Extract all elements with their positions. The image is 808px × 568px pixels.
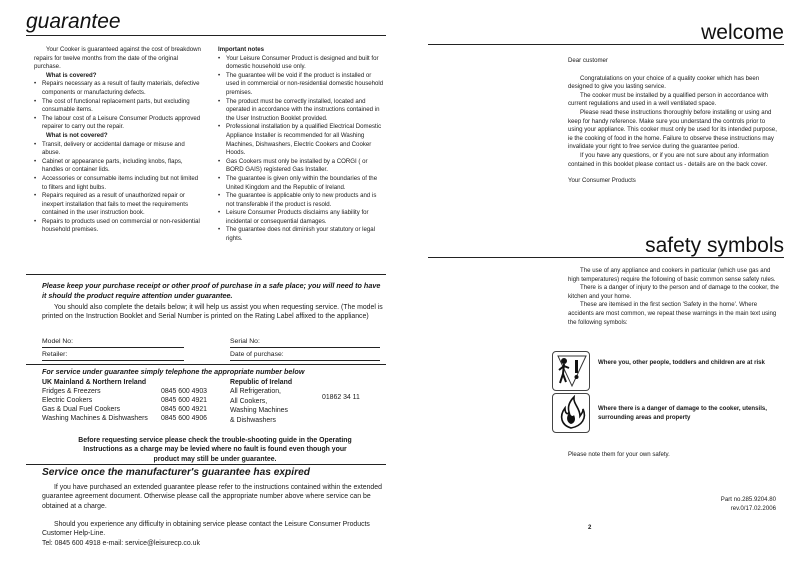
- date-of-purchase-label: Date of purchase:: [230, 351, 284, 358]
- list-item: • Transit, delivery or accidental damage or misuse and abuse.: [34, 141, 204, 158]
- property-damage-icon: [552, 393, 590, 433]
- section-divider: [26, 364, 386, 365]
- symbol-1-description: Where you, other people, toddlers and children are at risk: [598, 359, 765, 366]
- roi-number[interactable]: 01862 34 11: [322, 394, 360, 401]
- roi-service-block: [230, 378, 310, 425]
- symbol-2-description: Where there is a danger of damage to the cooker, utensils, surrounding areas and property: [598, 405, 767, 421]
- list-item: • Accessories or consumable items including but not limited to filters and light bulbs.: [34, 175, 204, 192]
- list-item: • The guarantee is applicable only to new products and is not transferable if the product is resold.: [218, 192, 386, 209]
- expired-text: If you have purchased an extended guarantee please refer to the instructions contained within the extended guarantee agreement document. Otherwise please call the appropriate number above where service can be obtained at a charge.: [42, 484, 382, 510]
- uk-row-label: Washing Machines & Dishwashers: [42, 415, 148, 423]
- signoff: Your Consumer Products: [568, 177, 636, 185]
- uk-service-table: [42, 378, 207, 423]
- section-divider: [26, 464, 386, 465]
- serial-no-label: Serial No:: [230, 338, 260, 345]
- page-number: 2: [588, 524, 592, 531]
- guarantee-column-1: [34, 46, 204, 235]
- keep-receipt-notice: Please keep your purchase receipt or other proof of purchase in a safe place; you will need to have it should the product require attention under guarantee.: [42, 281, 381, 300]
- uk-heading: UK Mainland & Northern Ireland: [42, 379, 147, 386]
- person-risk-icon: [552, 351, 590, 391]
- list-item: • The cost of functional replacement parts, but excluding consumable items.: [34, 98, 204, 115]
- difficulty-block: [42, 520, 386, 548]
- model-no-field[interactable]: [42, 337, 184, 348]
- uk-row-number[interactable]: 0845 600 4906: [161, 415, 207, 423]
- uk-row-number[interactable]: 0845 600 4921: [161, 406, 207, 414]
- safety-symbols-title: safety symbols: [645, 234, 784, 257]
- expired-text-block: [42, 483, 386, 511]
- covered-list: [34, 80, 204, 132]
- contact-line[interactable]: Tel: 0845 600 4918 e-mail: service@leisurecp.co.uk: [42, 539, 200, 547]
- uk-row-label: Fridges & Freezers: [42, 388, 101, 396]
- welcome-section: [568, 57, 780, 186]
- safety-paragraph: These are itemised in the first section 'Safety in the home'. Where accidents are most common, we repeat these warnings in the main text using the following symbols:: [568, 301, 777, 326]
- guarantee-column-2: [218, 46, 386, 244]
- welcome-paragraph: The cooker must be installed by a qualified person in accordance with current regulations and used in a well ventilated space.: [568, 91, 768, 108]
- list-item: • The guarantee is given only within the boundaries of the United Kingdom and the Republic of Ireland.: [218, 175, 386, 192]
- table-row: [42, 405, 207, 414]
- list-item: • Cabinet or appearance parts, including knobs, flaps, handles or container lids.: [34, 158, 204, 175]
- list-item: • Leisure Consumer Products disclaims any liability for incidental or consequential damages.: [218, 209, 386, 226]
- revision: rev.0/17.02.2006: [730, 505, 776, 512]
- list-item: & Dishwashers: [230, 416, 276, 424]
- before-service-note: Before requesting service please check the trouble-shooting guide in the Operating Instructions as a charge may be levied where no fault is found even though your product may still be under guarantee.: [78, 437, 352, 463]
- note-text: Please note them for your own safety.: [568, 451, 670, 458]
- uk-row-label: Electric Cookers: [42, 397, 93, 405]
- list-item: • The guarantee will be void if the product is installed or used in commercial or non-residential domestic household premises.: [218, 72, 386, 98]
- retailer-field[interactable]: [42, 350, 184, 361]
- uk-row-label: Gas & Dual Fuel Cookers: [42, 406, 121, 414]
- list-item: • Repairs necessary as a result of faulty materials, defective components or manufacturing defects.: [34, 80, 204, 97]
- date-of-purchase-field[interactable]: [230, 350, 380, 361]
- not-covered-list: [34, 141, 204, 236]
- greeting: Dear customer: [568, 57, 608, 64]
- welcome-title: welcome: [701, 21, 784, 44]
- difficulty-text: Should you experience any difficulty in obtaining service please contact the Leisure Consumer Products Customer Help-Line.: [42, 521, 370, 538]
- list-item: • Repairs to products used on commercial or non-residential household premises.: [34, 218, 204, 235]
- retailer-label: Retailer:: [42, 351, 68, 358]
- list-item: • The guarantee does not diminish your statutory or legal rights.: [218, 226, 386, 243]
- table-row: [42, 396, 207, 405]
- safety-section: [568, 267, 780, 327]
- details-text: You should also complete the details below; it will help us assist you when requesting service. (The model is printed on the Instruction Booklet and Serial Number is printed on the Rating Label affixed to the appliance): [42, 304, 383, 321]
- uk-row-number[interactable]: 0845 600 4903: [161, 388, 207, 396]
- list-item: • Professional installation by a qualified Electrical Domestic Appliance Installer is recommended for all Washing Machines, Dishwashers, Electric Cookers and Cooker Hoods.: [218, 123, 386, 157]
- expired-heading: Service once the manufacturer's guarantee has expired: [42, 467, 310, 478]
- welcome-paragraph: Congratulations on your choice of a quality cooker which has been designed to give you lasting service.: [568, 74, 760, 91]
- guarantee-title: guarantee: [26, 10, 121, 33]
- safety-paragraph: There is a danger of injury to the person and of damage to the cooker, the kitchen and your home.: [568, 284, 779, 300]
- part-number: Part no.285.9204.80: [720, 496, 776, 503]
- list-item: • Your Leisure Consumer Product is designed and built for domestic household use only.: [218, 55, 386, 72]
- service-heading: For service under guarantee simply telephone the appropriate number below: [42, 367, 305, 376]
- list-item: • Gas Cookers must only be installed by a CORGI ( or BORD GAIS) registered Gas Installer.: [218, 158, 386, 175]
- welcome-paragraph: Please read these instructions thoroughly before installing or using and keep for handy reference. Make sure you understand the controls prior to using your appliance. This cooker must only be used for its intended purpose, ie the cooking of food in the home. Failure to observe these instructions may invalidate your right to free service during the guarantee period.: [568, 108, 777, 151]
- table-row: [42, 387, 207, 396]
- safety-title-rule: [428, 257, 784, 258]
- welcome-title-rule: [428, 44, 784, 45]
- list-item: • The product must be correctly installed, located and operated in accordance with the instructions contained in the User Instruction Booklet provided.: [218, 98, 386, 124]
- guarantee-title-rule: [26, 35, 386, 36]
- serial-no-field[interactable]: [230, 337, 380, 348]
- notes-list: [218, 55, 386, 244]
- section-divider: [26, 274, 386, 275]
- model-no-label: Model No:: [42, 338, 73, 345]
- welcome-paragraph: If you have any questions, or if you are not sure about any information contained in this booklet please contact us - details are on the back cover.: [568, 151, 769, 168]
- not-covered-heading: What is not covered?: [46, 131, 108, 139]
- safety-paragraph: The use of any appliance and cookers in particular (which use gas and high temperatures) require the following of basic common sense safety rules.: [568, 267, 776, 283]
- notes-heading: Important notes: [218, 46, 265, 53]
- details-instructions: [42, 303, 386, 322]
- list-item: All Cookers,: [230, 397, 268, 405]
- list-item: • The labour cost of a Leisure Consumer Products approved repairer to carry out the repair.: [34, 115, 204, 132]
- covered-heading: What is covered?: [46, 71, 97, 79]
- uk-row-number[interactable]: 0845 600 4921: [161, 397, 207, 405]
- roi-heading: Republic of Ireland: [230, 379, 293, 386]
- list-item: Washing Machines: [230, 407, 288, 415]
- list-item: All Refrigeration,: [230, 388, 281, 396]
- list-item: • Repairs required as a result of unauthorized repair or inexpert installation that fails to meet the requirements contained in the user instruction book.: [34, 192, 204, 218]
- guarantee-intro: Your Cooker is guaranteed against the cost of breakdown repairs for twelve months from the date of the original purchase.: [34, 46, 201, 71]
- table-row: [42, 414, 207, 423]
